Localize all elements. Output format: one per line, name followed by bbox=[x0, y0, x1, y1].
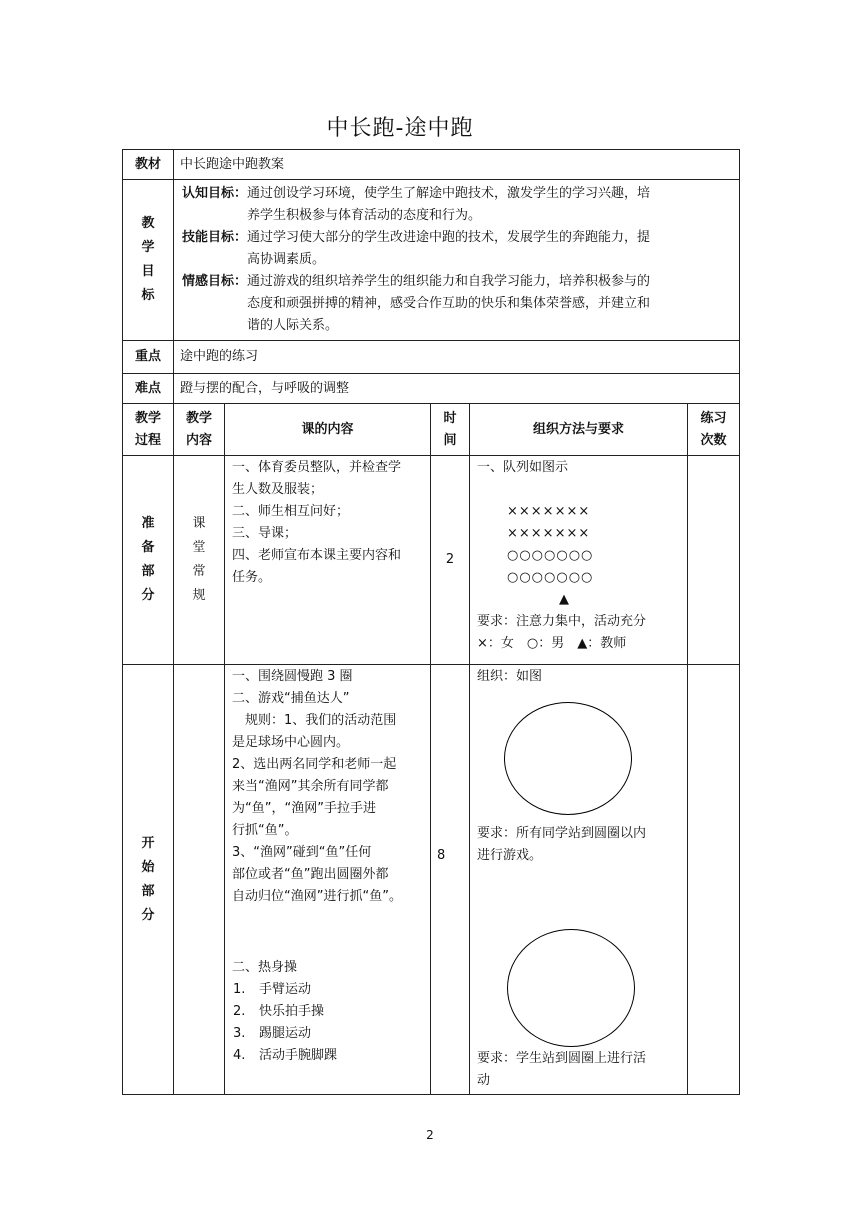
material-row bbox=[123, 150, 740, 180]
start-practice bbox=[688, 665, 740, 1095]
goal-skill: 技能目标： 通过学习使大部分的学生改进途中跑的技术，发展学生的奔跑能力，提 高协调素质。 bbox=[182, 230, 651, 267]
prep-practice bbox=[688, 456, 740, 665]
teacher-mark: ▲ bbox=[559, 592, 570, 607]
prep-row bbox=[123, 456, 740, 665]
prep-content: 一、体育委员整队，并检查学 生人数及服装； 二、师生相互问好； 三、导课； 四、老师宣布本课主要内容和 任务。 bbox=[225, 456, 431, 665]
page-title: 中长跑-途中跑 bbox=[326, 116, 474, 141]
key-point-row bbox=[123, 341, 740, 374]
header-time: 时 间 bbox=[431, 404, 470, 456]
start-type bbox=[174, 665, 225, 1095]
page-number: 2 bbox=[426, 1128, 434, 1142]
header-content-type: 教学 内容 bbox=[174, 404, 225, 456]
difficulty-value: 蹬与摆的配合，与呼吸的调整 bbox=[174, 374, 740, 404]
goals-content bbox=[174, 180, 740, 341]
difficulty-row bbox=[123, 374, 740, 404]
prep-requirement: 要求：注意力集中，活动充分 bbox=[477, 614, 647, 629]
prep-type: 课 堂 常 规 bbox=[174, 456, 225, 665]
start-content: 一、围绕圆慢跑 3 圈 二、游戏“捕鱼达人” 规则：1、我们的活动范围 是足球场中心圆内。 2、选出两名同学和老师一起 来当“渔网”其余所有同学都 为“鱼”，“渔网”手拉手进 行抓“鱼”。 3、“渔网”碰到“鱼”任何 部位或者“鱼”跑出圆圈外都 自动归位“渔网”进行抓“鱼”。 二、热身操 1. 手臂运动 2. 快乐拍手操 3. 踢腿运动 4. 活动手腕脚踝 bbox=[225, 665, 431, 1095]
start-organization: 组织：如图 要求：所有同学站到圆圈以内 进行游戏。 要求：学生站到圆圈上进行活 动 bbox=[470, 665, 688, 1095]
start-phase: 开 始 部 分 bbox=[123, 665, 174, 1095]
prep-organization: 一、队列如图示 ××××××× ××××××× ○○○○○○○ ○○○○○○○ ▲ 要求：注意力集中，活动充分 ×：女 ○：男 ▲：教师 bbox=[470, 456, 688, 665]
key-point-value: 途中跑的练习 bbox=[174, 341, 740, 374]
warmup-circle-diagram bbox=[507, 929, 635, 1047]
goals-row bbox=[123, 180, 740, 341]
difficulty-label: 难点 bbox=[123, 374, 174, 404]
goal-emotion: 情感目标： 通过游戏的组织培养学生的组织能力和自我学习能力，培养积极参与的 态度和顽强拼搏的精神，感受合作互助的快乐和集体荣誉感，并建立和 谐的人际关系。 bbox=[182, 274, 651, 333]
prep-phase: 准 备 部 分 bbox=[123, 456, 174, 665]
header-process: 教学 过程 bbox=[123, 404, 174, 456]
warmup-item: 4. 活动手腕脚踝 bbox=[233, 1048, 338, 1063]
material-label: 教材 bbox=[123, 150, 174, 180]
warmup-item: 1. 手臂运动 bbox=[233, 982, 312, 997]
start-time: 8 bbox=[431, 665, 470, 1095]
lesson-plan-table bbox=[122, 149, 740, 1095]
game-circle-diagram bbox=[504, 702, 632, 815]
prep-time: 2 bbox=[431, 456, 470, 665]
warmup-item: 3. 踢腿运动 bbox=[233, 1026, 312, 1041]
key-point-label: 重点 bbox=[123, 341, 174, 374]
material-value: 中长跑途中跑教案 bbox=[174, 150, 740, 180]
goal-cognitive: 认知目标： 通过创设学习环境，使学生了解途中跑技术，激发学生的学习兴趣，培 养学生积极参与体育活动的态度和行为。 bbox=[182, 186, 651, 223]
goals-label: 教 学 目 标 bbox=[123, 180, 174, 341]
header-organization: 组织方法与要求 bbox=[470, 404, 688, 456]
header-practice: 练习 次数 bbox=[688, 404, 740, 456]
start-row bbox=[123, 665, 740, 1095]
warmup-item: 2. 快乐拍手操 bbox=[233, 1004, 325, 1019]
prep-legend: ×：女 ○：男 ▲：教师 bbox=[477, 636, 627, 651]
header-lesson-content: 课的内容 bbox=[225, 404, 431, 456]
header-row bbox=[123, 404, 740, 456]
